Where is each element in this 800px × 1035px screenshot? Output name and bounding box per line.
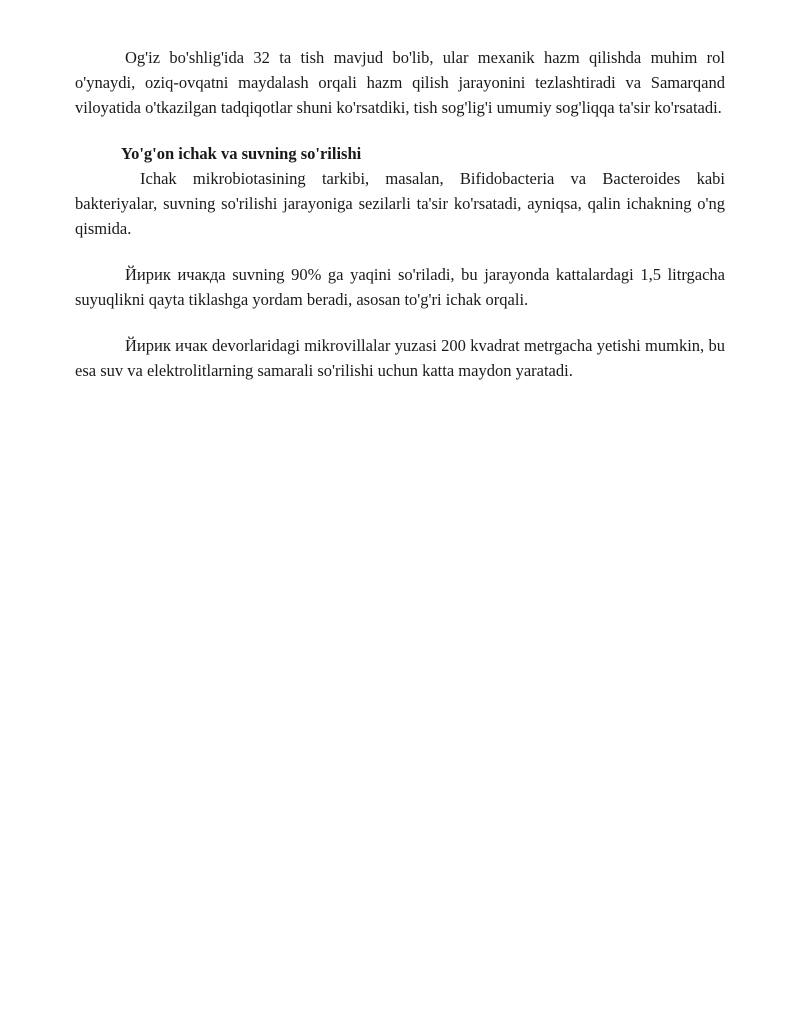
paragraph-teeth: Og'iz bo'shlig'ida 32 ta tish mavjud bo'lib, ular mexanik hazm qilishda muhim rol o'ynaydi, oziq-ovqatni maydalash orqali hazm qilish jarayonini tezlashtiradi va Samarqand viloyatida o'tkazilgan tadqiqotlar shuni ko'rsatdiki, tish sog'lig'i umumiy sog'liqqa ta'sir ko'rsatadi. [75, 48, 725, 117]
paragraph-microvilli: Йирик ичак devorlaridagi mikrovillalar yuzasi 200 kvadrat metrgacha yetishi mumkin, bu esa suv va elektrolitlarning samarali so'rilishi uchun katta maydon yaratadi. [75, 336, 725, 380]
section-heading: Yo'g'on ichak va suvning so'rilishi [121, 144, 362, 163]
document-page [75, 45, 725, 383]
paragraph-microbiota: Ichak mikrobiotasining tarkibi, masalan, Bifidobacteria va Bacteroides kabi bakteriyalar, suvning so'rilishi jarayoniga sezilarli ta'sir ko'rsatadi, ayniqsa, qalin ichakning o'ng qismida. [75, 169, 725, 238]
paragraph-water-absorption: Йирик ичакда suvning 90% ga yaqini so'riladi, bu jarayonda kattalardagi 1,5 litrgacha suyuqlikni qayta tiklashga yordam beradi, asosan to'g'ri ichak orqali. [75, 265, 725, 309]
